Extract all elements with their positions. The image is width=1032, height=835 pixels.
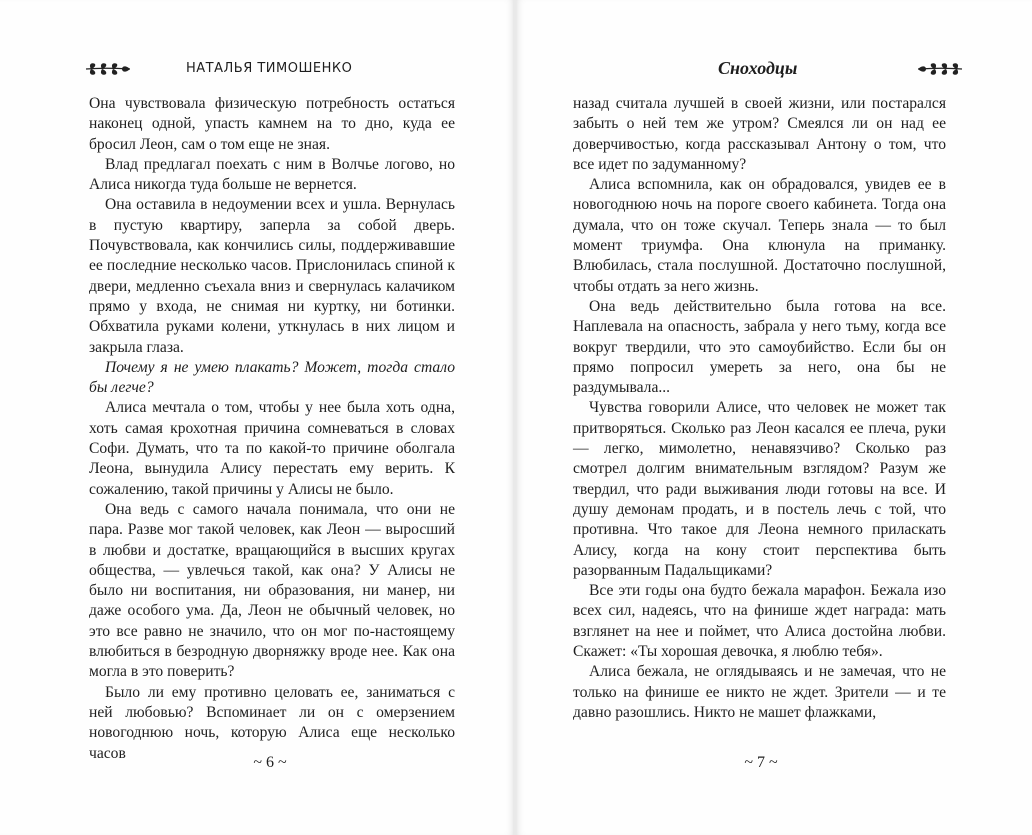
paragraph: Алиса мечтала о том, чтобы у нее была хоть одна, хоть самая крохотная причина сомневаться в словах Софи. Думать, что та по какой-то причине оболгала Леона, вынудила Алису перестать ему верить. К сожалению, такой причины у Алисы не было.	[89, 399, 455, 498]
left-page	[0, 0, 514, 835]
paragraph: Было ли ему противно целовать ее, заниматься с ней любовью? Вспоминает ли он с омерзением новогоднюю ночь, которую Алиса еще несколько часов	[89, 683, 455, 762]
paragraph: назад считала лучшей в своей жизни, или постарался забыть о ней тем же утром? Смеялся ли он над ее доверчивостью, когда рассказывал Антону о том, что все идет по задуманному?	[573, 95, 946, 173]
left-running-head	[84, 56, 454, 80]
left-body-text	[89, 94, 455, 764]
book-title: Сноходцы	[718, 57, 798, 78]
right-page	[516, 0, 1032, 835]
italic-thought-paragraph: Почему я не умею плакать? Может, тогда стало бы легче?	[89, 358, 455, 397]
page-number: ~ 6 ~	[253, 754, 287, 771]
paragraph: Влад предлагал поехать с ним в Волчье логово, но Алиса никогда туда больше не вернется.	[89, 155, 455, 194]
paragraph: Алиса бежала, не оглядываясь и не замечая, что не только на финише ее никто не ждет. Зрители — и те давно разошлись. Никто не машет флажками,	[573, 663, 946, 721]
page-number: ~ 7 ~	[744, 754, 778, 771]
author-name: НАТАЛЬЯ ТИМОШЕНКО	[186, 60, 353, 76]
leaf-branch-ornament-icon	[916, 58, 964, 78]
paragraph: Она чувствовала физическую потребность остаться наконец одной, упасть камнем на то дно, куда ее бросил Леон, сам о том еще не зная.	[89, 95, 455, 153]
paragraph: Алиса вспомнила, как он обрадовался, увидев ее в новогоднюю ночь на пороге своего кабинета. Тогда она думала, что он тоже скучал. Теперь знала — то был момент триумфа. Она клюнула на приманку. Влюбилась, стала послушной. Достаточно послушной, чтобы отдать за него жизнь.	[573, 176, 946, 295]
paragraph: Она ведь с самого начала понимала, что они не пара. Разве мог такой человек, как Леон — выросший в любви и достатке, вращающийся в высших кругах общества, — увлечься такой, как она? У Алисы не было ни воспитания, ни образования, ни манер, ни даже особого ума. Да, Леон не обычный человек, но это все равно не значило, что он мог по-настоящему влюбиться в безродную дворняжку вроде нее. Как она могла в это поверить?	[89, 500, 455, 681]
leaf-branch-ornament-icon	[84, 58, 132, 78]
paragraph: Все эти годы она будто бежала марафон. Бежала изо всех сил, надеясь, что на финише ждет награда: мать взглянет на нее и поймет, что Алиса достойна любви. Скажет: «Ты хорошая девочка, я люблю тебя».	[573, 582, 946, 661]
right-body-text	[573, 94, 946, 723]
paragraph: Она оставила в недоумении всех и ушла. Вернулась в пустую квартиру, заперла за собой дверь. Почувствовала, как кончились силы, поддерживавшие ее последние несколько часов. Прислонилась спиной к двери, медленно съехала вниз и свернулась калачиком прямо у входа, не снимая ни куртку, ни ботинки. Обхватила руками колени, уткнулась в них лицом и закрыла глаза.	[89, 196, 455, 356]
paragraph: Чувства говорили Алисе, что человек не может так притворяться. Сколько раз Леон касался ее плеча, руки — легко, мимолетно, ненавязчиво? Сколько раз смотрел долгим внимательным взглядом? Разум же твердил, что ради выживания люди готовы на все. И душу демонам продать, и в постель лечь с той, что противна. Что такое для Леона немного приласкать Алису, когда на кону стоит перспектива быть разорванным Падальщиками?	[573, 399, 946, 579]
paragraph: Она ведь действительно была готова на все. Наплевала на опасность, забрала у него тьму, когда все вокруг твердили, что это самоубийство. Если бы он прямо попросил умереть за него, она бы не раздумывала...	[573, 297, 946, 397]
right-running-head	[584, 56, 964, 80]
